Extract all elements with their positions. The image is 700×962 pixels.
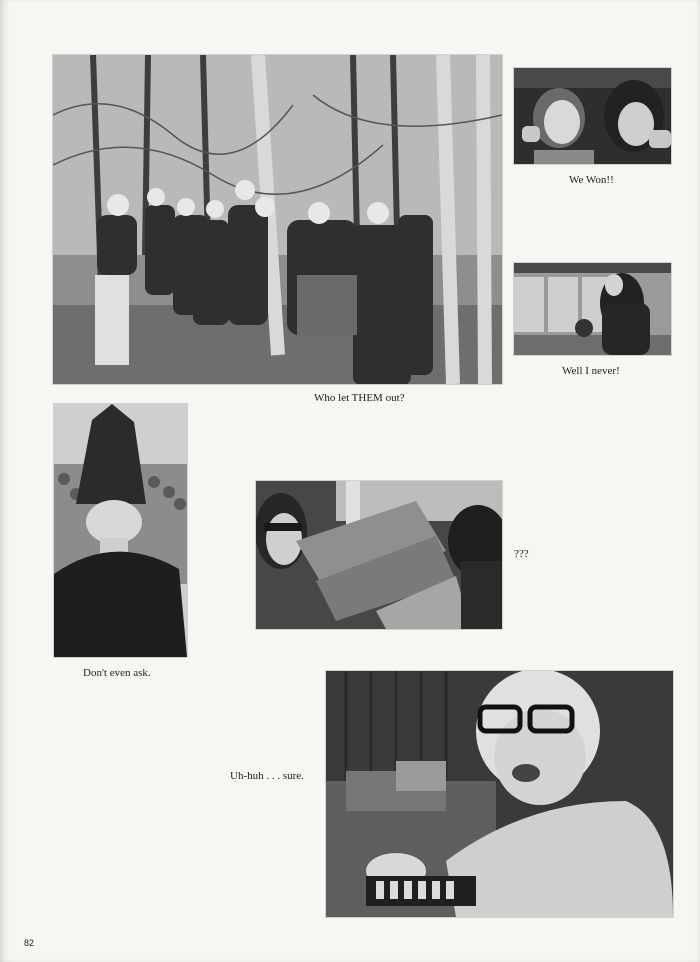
- photo-boy-behind-boxes: [256, 481, 502, 629]
- photo-two-girls-celebrating: [514, 68, 671, 164]
- photo-group-in-woods: [53, 55, 502, 384]
- caption-dont-even-ask: Don't even ask.: [83, 667, 151, 679]
- photo-girl-in-hallway: [514, 263, 671, 355]
- page-number: 82: [24, 938, 35, 948]
- photo-boy-with-glasses-tongue: [326, 671, 673, 917]
- caption-well-i-never: Well I never!: [562, 365, 620, 377]
- caption-uh-huh-sure: Uh-huh . . . sure.: [230, 770, 304, 782]
- caption-who-let-them-out: Who let THEM out?: [314, 392, 405, 404]
- caption-question-marks: ???: [514, 548, 529, 560]
- caption-we-won: We Won!!: [569, 174, 614, 186]
- photo-boy-with-paper-hat: [54, 404, 187, 657]
